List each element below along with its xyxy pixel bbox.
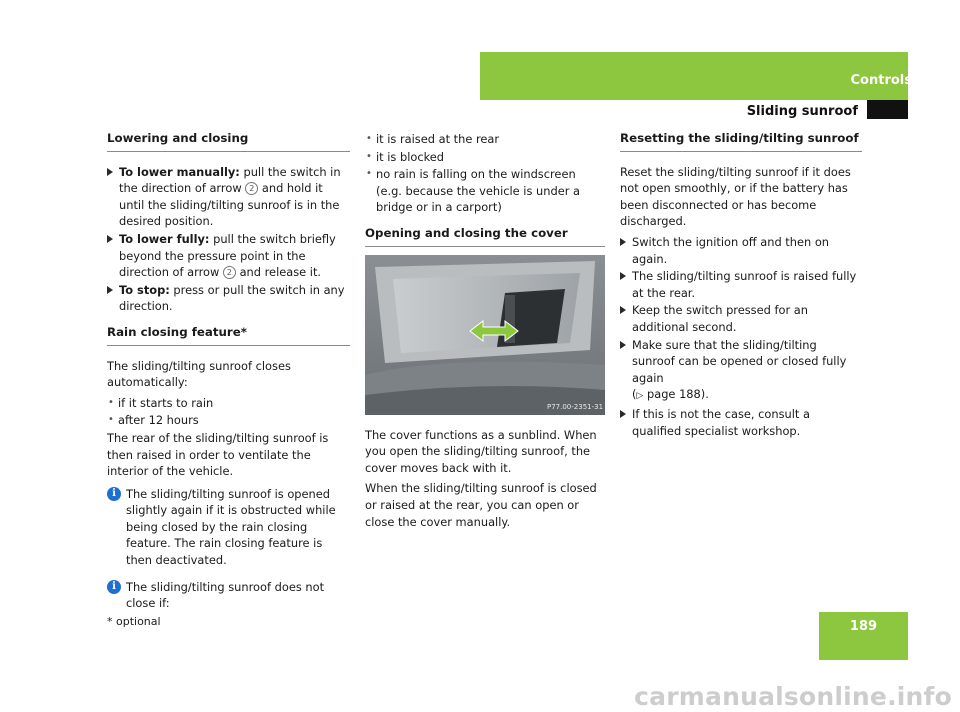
- info-note: [107, 486, 350, 569]
- info-icon: i: [107, 487, 121, 501]
- list-item: • it is raised at the rear: [365, 131, 605, 148]
- step-label: To lower manually:: [119, 164, 240, 179]
- step-text: Make sure that the sliding/tilting sunroof can be opened or closed fully again: [632, 337, 847, 385]
- heading-reset: Resetting the sliding/tilting sunroof: [620, 130, 862, 152]
- info-text: The sliding/tilting sunroof does not close if:: [126, 579, 325, 611]
- step-text: press or pull the switch in any direction.: [119, 282, 345, 314]
- step-label: To stop:: [119, 282, 170, 297]
- image-code: P77.00-2351-31: [547, 402, 604, 411]
- cover-paragraph-1: The cover functions as a sunblind. When you open the sliding/tilting sunroof, the cover moves back with it.: [365, 427, 597, 475]
- arrow-number-badge: 2: [223, 266, 236, 279]
- reset-step: Make sure that the sliding/tilting sunroof can be opened or closed fully again (▷ page 188).: [620, 337, 862, 405]
- footnote: * optional: [107, 615, 161, 628]
- column-right: [620, 130, 862, 440]
- heading-cover: Opening and closing the cover: [365, 225, 605, 247]
- info-note: [107, 579, 350, 612]
- step-lower-fully: [107, 231, 350, 281]
- column-middle: [365, 131, 605, 534]
- topic-marker: [867, 100, 908, 119]
- rain-paragraph: The rear of the sliding/tilting sunroof is then raised in order to ventilate the interior of the vehicle.: [107, 430, 329, 479]
- rain-intro: The sliding/tilting sunroof closes automatically:: [107, 358, 291, 390]
- page-ref-icon: ▷: [636, 391, 644, 402]
- header-bar: [480, 52, 908, 100]
- arrow-number-badge: 2: [245, 182, 258, 195]
- list-item: • after 12 hours: [107, 412, 350, 429]
- reset-intro: Reset the sliding/tilting sunroof if it does not open smoothly, or if the battery has been disconnected or has become discharged.: [620, 164, 851, 229]
- step-text: and hold it until the sliding/tilting sunroof is in the desired position.: [119, 181, 340, 229]
- heading-rain-closing: Rain closing feature*: [107, 324, 350, 346]
- reset-step: If this is not the case, consult a qualified specialist workshop.: [620, 406, 862, 439]
- cover-paragraph-2: When the sliding/tilting sunroof is closed or raised at the rear, you can open or close the cover manually.: [365, 481, 597, 529]
- page-number: 189: [849, 619, 878, 634]
- sunroof-cover-photo: [365, 255, 605, 415]
- watermark: carmanualsonline.info: [634, 682, 952, 712]
- reset-step: The sliding/tilting sunroof is raised fully at the rear.: [620, 268, 862, 301]
- list-item: • if it starts to rain: [107, 395, 350, 412]
- reset-step: Keep the switch pressed for an additional second.: [620, 302, 862, 335]
- step-label: To lower fully:: [119, 231, 210, 246]
- step-lower-manually: [107, 164, 350, 230]
- heading-lowering-closing: Lowering and closing: [107, 130, 350, 152]
- info-text: The sliding/tilting sunroof is opened slightly again if it is obstructed while being closed by the rain closing feature. The rain closing feature is then deactivated.: [126, 486, 336, 568]
- list-item: • no rain is falling on the windscreen (e.g. because the vehicle is under a bridge or in a carport): [365, 166, 605, 216]
- page-topic: Sliding sunroof: [746, 104, 858, 119]
- step-text: pull the switch briefly beyond the pressure point in the direction of arrow: [119, 231, 336, 280]
- list-item: • it is blocked: [365, 149, 605, 166]
- page-ref-link[interactable]: page 188).: [643, 387, 709, 402]
- section-title: Controls: [850, 73, 912, 88]
- column-left: [107, 130, 350, 622]
- step-text: and release it.: [235, 265, 322, 280]
- reset-step: Switch the ignition off and then on again.: [620, 234, 862, 267]
- step-text: pull the switch in the direction of arrow: [119, 164, 341, 196]
- step-stop: [107, 282, 350, 315]
- info-icon: i: [107, 580, 121, 594]
